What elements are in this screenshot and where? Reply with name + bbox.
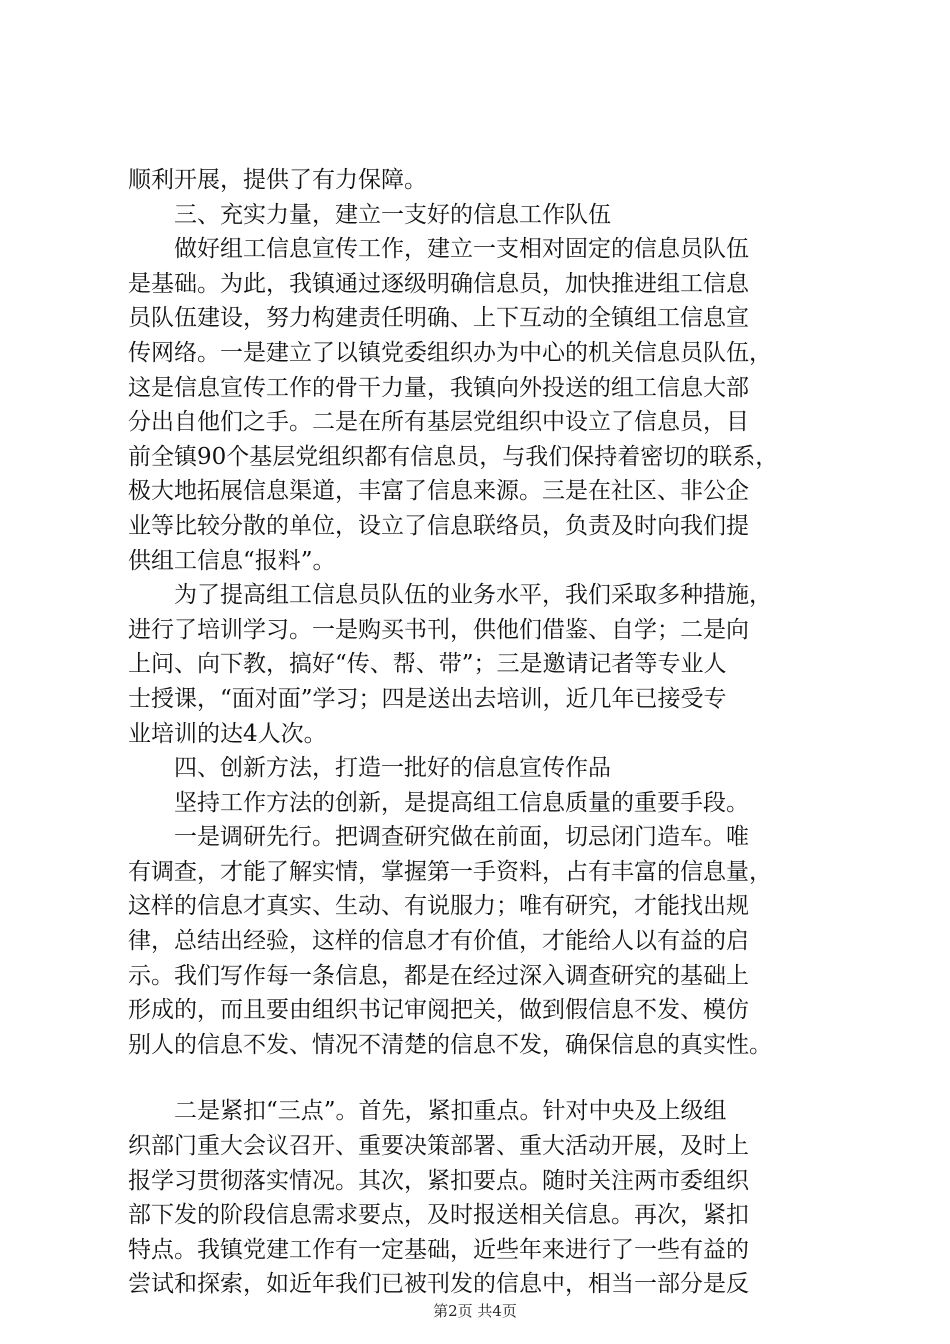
- text-line: 为了提高组工信息员队伍的业务水平，我们采取多种措施，: [174, 582, 772, 609]
- text-line: 极大地拓展信息渠道，丰富了信息来源。三是在社区、非公企: [128, 478, 749, 505]
- text-line: 织部门重大会议召开、重要决策部署、重大活动开展，及时上: [128, 1133, 749, 1160]
- page-footer: 第2页 共4页: [433, 1302, 517, 1320]
- text-line: 做好组工信息宣传工作，建立一支相对固定的信息员队伍: [174, 236, 749, 263]
- text-line: 部下发的阶段信息需求要点，及时报送相关信息。再次，紧扣: [128, 1202, 749, 1229]
- text-line: 三、充实力量，建立一支好的信息工作队伍: [174, 201, 611, 228]
- text-line: 尝试和探索，如近年我们已被刊发的信息中，相当一部分是反: [128, 1271, 749, 1298]
- text-line: 示。我们写作每一条信息，都是在经过深入调查研究的基础上: [128, 962, 749, 989]
- text-line: 有调查，才能了解实情，掌握第一手资料，占有丰富的信息量，: [128, 858, 772, 885]
- text-line: 形成的，而且要由组织书记审阅把关，做到假信息不发、模仿: [128, 997, 749, 1024]
- text-line: 前全镇90个基层党组织都有信息员，与我们保持着密切的联系，: [128, 443, 779, 470]
- text-line: 别人的信息不发、情况不清楚的信息不发，确保信息的真实性。: [128, 1031, 772, 1058]
- text-line: 士授课，“面对面”学习；四是送出去培训，近几年已接受专: [128, 685, 727, 712]
- text-line: 一是调研先行。把调查研究做在前面，切忌闭门造车。唯: [174, 824, 749, 851]
- text-line: 特点。我镇党建工作有一定基础，近些年来进行了一些有益的: [128, 1236, 749, 1263]
- text-line: 四、创新方法，打造一批好的信息宣传作品: [174, 755, 611, 782]
- text-line: 这样的信息才真实、生动、有说服力；唯有研究，才能找出规: [128, 893, 749, 920]
- text-line: 业培训的达4人次。: [128, 720, 327, 747]
- text-line: 业等比较分散的单位，设立了信息联络员，负责及时向我们提: [128, 512, 749, 539]
- text-line: 是基础。为此，我镇通过逐级明确信息员，加快推进组工信息: [128, 270, 749, 297]
- body-text: [128, 163, 848, 1302]
- text-line: 报学习贯彻落实情况。其次，紧扣要点。随时关注两市委组织: [128, 1167, 749, 1194]
- text-line: 坚持工作方法的创新，是提高组工信息质量的重要手段。: [174, 789, 749, 816]
- text-line: 供组工信息“报料”。: [128, 547, 336, 574]
- text-line: 分出自他们之手。二是在所有基层党组织中设立了信息员，目: [128, 409, 749, 436]
- text-line: 上问、向下教，搞好“传、帮、带”；三是邀请记者等专业人: [128, 651, 727, 678]
- text-line: 传网络。一是建立了以镇党委组织办为中心的机关信息员队伍，: [128, 339, 772, 366]
- text-line: 员队伍建设，努力构建责任明确、上下互动的全镇组工信息宣: [128, 305, 749, 332]
- text-line: 进行了培训学习。一是购买书刊，供他们借鉴、自学；二是向: [128, 616, 749, 643]
- text-line: 顺利开展，提供了有力保障。: [128, 167, 427, 193]
- text-line: 律，总结出经验，这样的信息才有价值，才能给人以有益的启: [128, 928, 749, 955]
- text-line: 这是信息宣传工作的骨干力量，我镇向外投送的组工信息大部: [128, 374, 749, 401]
- text-line: 二是紧扣“三点”。首先，紧扣重点。针对中央及上级组: [174, 1098, 727, 1125]
